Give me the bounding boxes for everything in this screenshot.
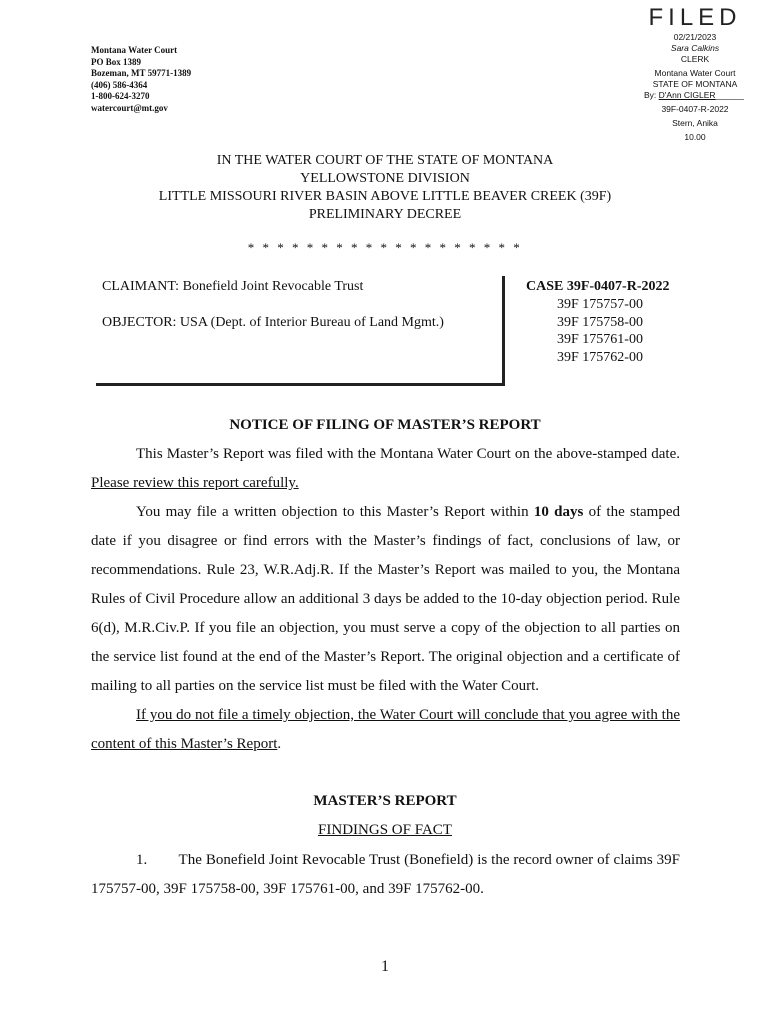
court-caption (60, 152, 710, 224)
notice-text: This Master’s Report was filed with the Montana Water Court on the above-stamped date. (136, 446, 680, 462)
notice-heading: NOTICE OF FILING OF MASTER’S REPORT (229, 417, 541, 433)
case-block (526, 278, 670, 367)
address-line: watercourt@mt.gov (91, 102, 168, 113)
case-label: CASE 39F-0407-R-2022 (526, 279, 670, 294)
address-line: PO Box 1389 (91, 56, 142, 67)
caption-line: LITTLE MISSOURI RIVER BASIN ABOVE LITTLE BEAVER CREEK (39F) (158, 189, 612, 204)
stamp-case: 39F-0407-R-2022 (661, 104, 729, 114)
caption-line: IN THE WATER COURT OF THE STATE OF MONTANA (216, 153, 554, 168)
objector: OBJECTOR: USA (Dept. of Interior Bureau of Land Mgmt.) (102, 315, 444, 330)
by-name: D'Ann CIGLER (658, 90, 716, 100)
filed-stamp (620, 4, 770, 143)
clerk-title: CLERK (680, 54, 710, 64)
stamp-master: Stern, Anika (672, 118, 718, 128)
stamp-court: Montana Water Court (654, 68, 736, 78)
star-divider: * * * * * * * * * * * * * * * * * * * (247, 240, 523, 255)
findings-body (91, 846, 684, 904)
filed-date: 02/21/2023 (673, 32, 717, 42)
notice-text: . (277, 736, 282, 752)
timely-objection-warning: If you do not file a timely objection, the Water Court will conclude that you agree with the content of this Master’s Report (91, 707, 680, 752)
notice-paragraph-2 (91, 498, 680, 701)
claim-number: 39F 175762-00 (557, 350, 643, 366)
stamp-state: STATE OF MONTANA (652, 79, 738, 89)
claim-number: 39F 175761-00 (557, 332, 643, 348)
parties-block (102, 278, 444, 332)
finding-1: 1. The Bonefield Joint Revocable Trust (Bonefield) is the record owner of claims 39F 175757-00, 39F 175758-00, 39F 175761-00, and 39F 175762-00. (91, 852, 684, 897)
clerk-name: Sara Calkins (670, 43, 720, 53)
by-label: By: (644, 90, 657, 100)
claim-number: 39F 175757-00 (557, 296, 643, 312)
stamp-code: 10.00 (684, 132, 706, 142)
address-line: (406) 586-4364 (91, 79, 148, 90)
caption-line: PRELIMINARY DECREE (308, 207, 462, 222)
findings-subheading: FINDINGS OF FACT (318, 822, 452, 838)
report-heading: MASTER’S REPORT (313, 793, 457, 809)
notice-text: of the stamped date if you disagree or find errors with the Master’s findings of fact, conclusions of law, or recommendations. Rule 23, W.R.Adj.R. If the Master’s Report was mailed to you, the Montana Rules of Civil Procedure allow an additional 3 days be added to the 10-day objection period. Rule 6(d), M.R.Civ.P. If you file an objection, you must serve a copy of the objection to all parties on the service list found at the end of the Master’s Report. The original objection and a certificate of mailing to all parties on the service list must be filed with the Water Court. (91, 504, 681, 694)
address-line: Montana Water Court (91, 45, 178, 55)
caption-line: YELLOWSTONE DIVISION (300, 171, 470, 186)
review-warning: Please review this report carefully. (91, 475, 299, 491)
filed-label: FILED (648, 4, 742, 31)
notice-text: You may file a written objection to this Master’s Report within (136, 504, 534, 520)
stamp-by: By: D'Ann CIGLER______ (644, 90, 744, 100)
page-number: 1 (381, 958, 389, 975)
address-line: Bozeman, MT 59771-1389 (91, 68, 192, 79)
court-address-block (91, 45, 191, 115)
address-line: 1-800-624-3270 (91, 91, 150, 102)
caption-box-bottom-border (96, 383, 505, 386)
caption-box-right-border (502, 276, 505, 386)
notice-paragraph-1 (91, 440, 680, 498)
notice-body (91, 440, 680, 759)
claimant: CLAIMANT: Bonefield Joint Revocable Trust (102, 279, 364, 294)
claim-number: 39F 175758-00 (557, 314, 643, 330)
deadline: 10 days (533, 504, 584, 520)
notice-paragraph-3 (91, 701, 680, 759)
